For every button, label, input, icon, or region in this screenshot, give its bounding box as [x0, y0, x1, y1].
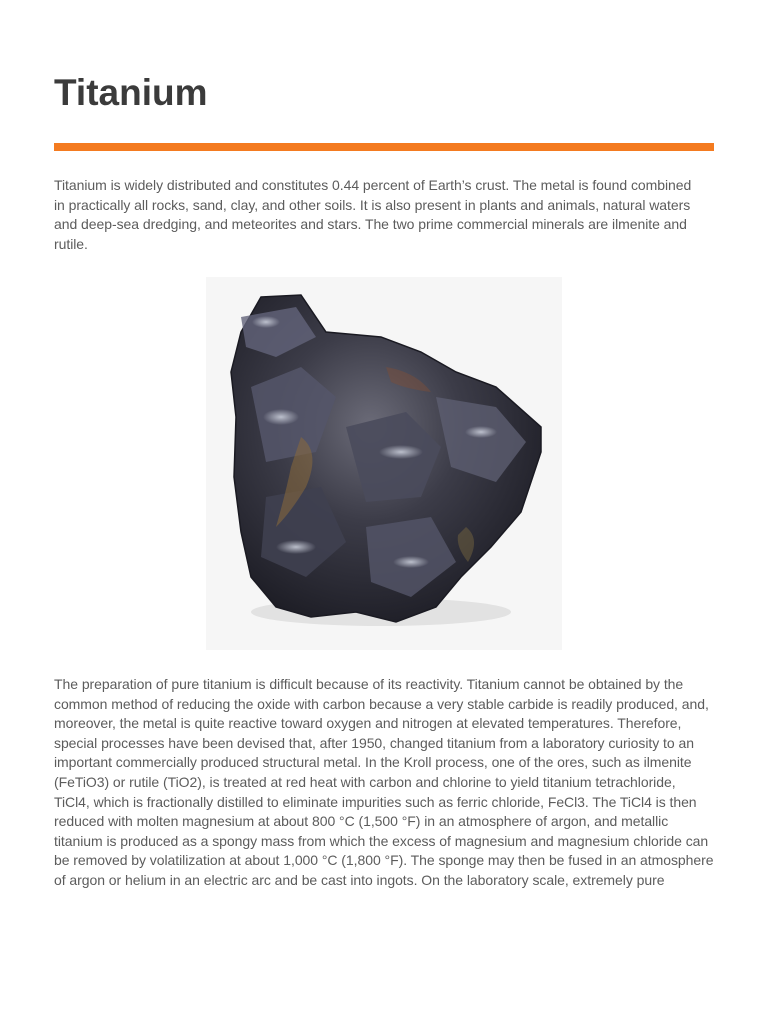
- intro-paragraph: Titanium is widely distributed and constitutes 0.44 percent of Earth’s crust. The metal is found combined in practically all rocks, sand, clay, and other soils. It is also present in plants and animals, natural waters and deep-sea dredging, and meteorites and stars. The two prime commercial minerals are ilmenite and rutile.: [54, 177, 692, 252]
- body-paragraph: The preparation of pure titanium is difficult because of its reactivity. Titanium cannot be obtained by the common method of reducing the oxide with carbon because a very stable carbide is readily produced, and, moreover, the metal is quite reactive toward oxygen and nitrogen at elevated temperatures. Therefore, special processes have been devised that, after 1950, changed titanium from a laboratory curiosity to an important commercially produced structural metal. In the Kroll process, one of the ores, such as ilmenite (FeTiO3) or rutile (TiO2), is treated at red heat with carbon and chlorine to yield titanium tetrachloride, TiCl4, which is fractionally distilled to eliminate impurities such as ferric chloride, FeCl3. The TiCl4 is then reduced with molten magnesium at about 800 °C (1,500 °F) in an atmosphere of argon, and metallic titanium is produced as a spongy mass from which the excess of magnesium and magnesium chloride can be removed by volatilization at about 1,000 °C (1,800 °F). The sponge may then be fused in an atmosphere of argon or helium in an electric arc and be cast into ingots. On the laboratory scale, extremely pure: [54, 676, 714, 888]
- title-divider: [54, 143, 714, 151]
- titanium-ore-image: [206, 277, 562, 650]
- page-title: Titanium: [54, 72, 208, 113]
